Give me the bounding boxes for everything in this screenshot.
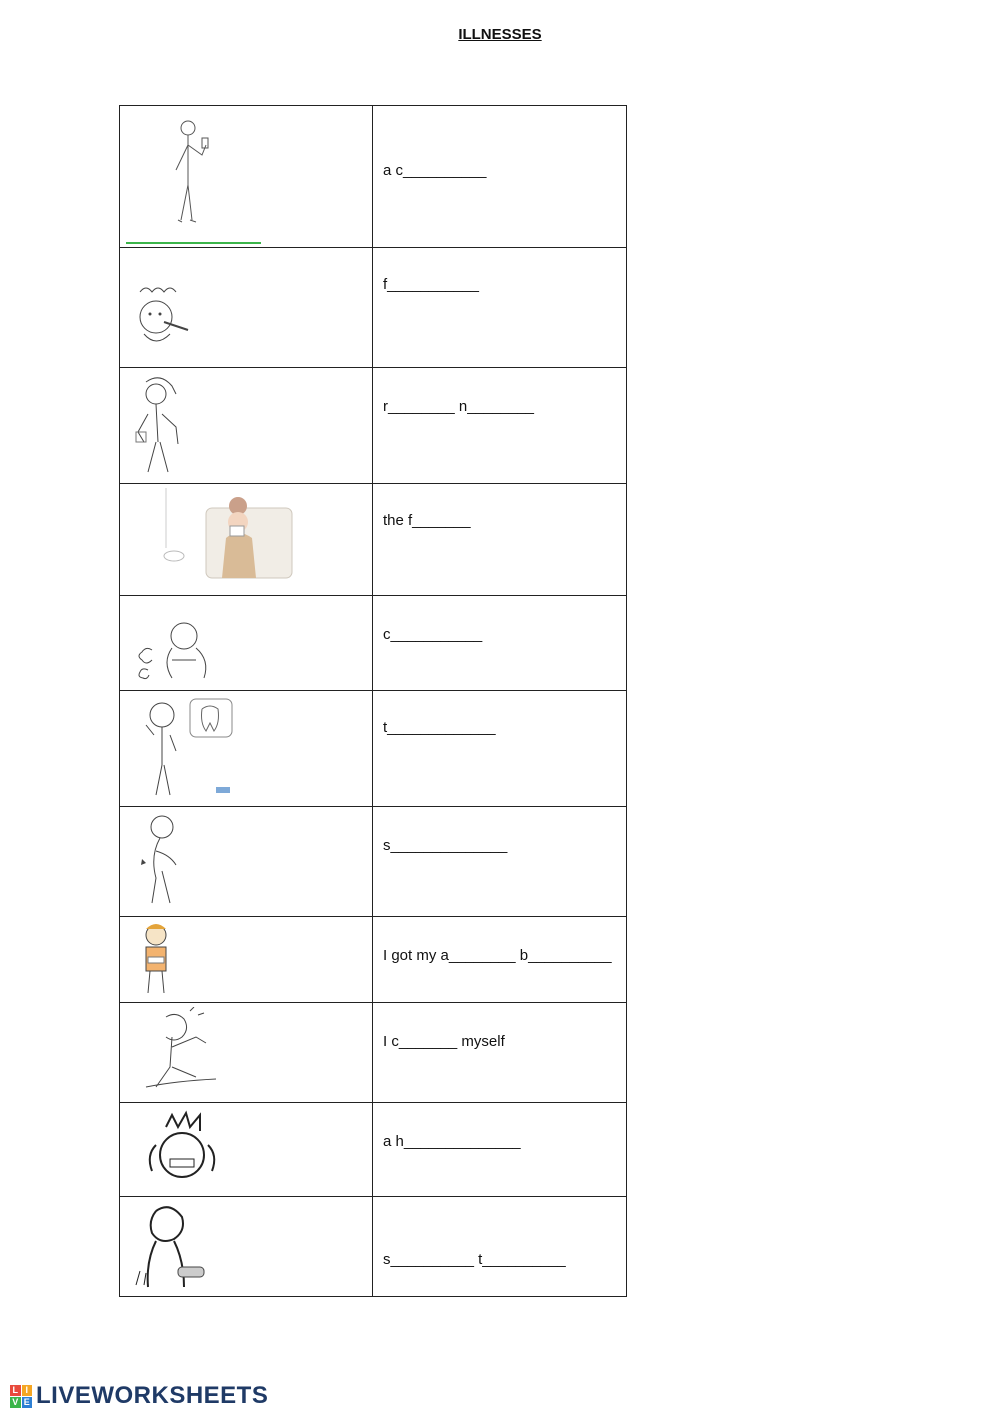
answer-prompt: s__________ t__________: [383, 1251, 566, 1268]
table-row: [120, 248, 627, 368]
picture-cell: [120, 106, 373, 248]
cough-icon: [126, 600, 236, 688]
answer-prompt: a c__________: [383, 162, 487, 179]
picture-cell: [120, 1103, 373, 1197]
table-row: [120, 917, 627, 1003]
answer-prompt: I c_______ myself: [383, 1033, 505, 1050]
answer-prompt: the f_______: [383, 512, 471, 529]
answer-cell: [373, 596, 627, 691]
table-row: [120, 368, 627, 484]
answer-cell: [373, 368, 627, 484]
picture-cell: [120, 807, 373, 917]
logo-letter: V: [10, 1397, 21, 1408]
answer-cell: [373, 1003, 627, 1103]
answer-prompt: f___________: [383, 276, 479, 293]
picture-cell: [120, 248, 373, 368]
answer-prompt: r________ n________: [383, 398, 534, 415]
logo-letter: L: [10, 1385, 21, 1396]
answer-cell: [373, 484, 627, 596]
toothache-icon: [126, 695, 241, 803]
picture-cell: [120, 596, 373, 691]
answer-cell: [373, 106, 627, 248]
person-standing-icon: [126, 110, 261, 246]
picture-cell: [120, 368, 373, 484]
picture-cell: [120, 1197, 373, 1297]
brand-name: LIVEWORKSHEETS: [36, 1382, 269, 1409]
sore-throat-icon: [126, 1201, 216, 1293]
stomachache-icon: [126, 811, 206, 911]
picture-cell: [120, 484, 373, 596]
runny-nose-icon: [126, 372, 206, 482]
answer-cell: [373, 917, 627, 1003]
table-row: [120, 1003, 627, 1103]
liveworksheets-logo-icon: [10, 1385, 32, 1407]
picture-cell: [120, 691, 373, 807]
picture-cell: [120, 1003, 373, 1103]
answer-cell: [373, 691, 627, 807]
table-row: [120, 1103, 627, 1197]
answer-cell: [373, 248, 627, 368]
flu-woman-tissue-icon: [126, 488, 296, 583]
logo-letter: I: [22, 1385, 33, 1396]
answer-prompt: I got my a________ b__________: [383, 947, 612, 964]
picture-cell: [120, 917, 373, 1003]
table-row: [120, 106, 627, 248]
table-row: [120, 807, 627, 917]
answer-cell: [373, 1103, 627, 1197]
fever-thermometer-icon: [126, 252, 196, 362]
table-row: [120, 1197, 627, 1297]
table-row: [120, 691, 627, 807]
answer-prompt: s______________: [383, 837, 508, 854]
answer-cell: [373, 1197, 627, 1297]
cut-finger-icon: [126, 1007, 236, 1102]
answer-cell: [373, 807, 627, 917]
answer-prompt: c___________: [383, 626, 483, 643]
footer-brand[interactable]: [10, 1382, 268, 1410]
answer-prompt: t_____________: [383, 719, 496, 736]
headache-icon: [126, 1107, 246, 1195]
answer-prompt: a h______________: [383, 1133, 521, 1150]
page-title: ILLNESSES: [458, 26, 542, 43]
table-row: [120, 484, 627, 596]
broken-arm-sling-icon: [126, 921, 196, 1001]
table-row: [120, 596, 627, 691]
illnesses-table: [119, 105, 627, 1297]
logo-letter: E: [22, 1397, 33, 1408]
